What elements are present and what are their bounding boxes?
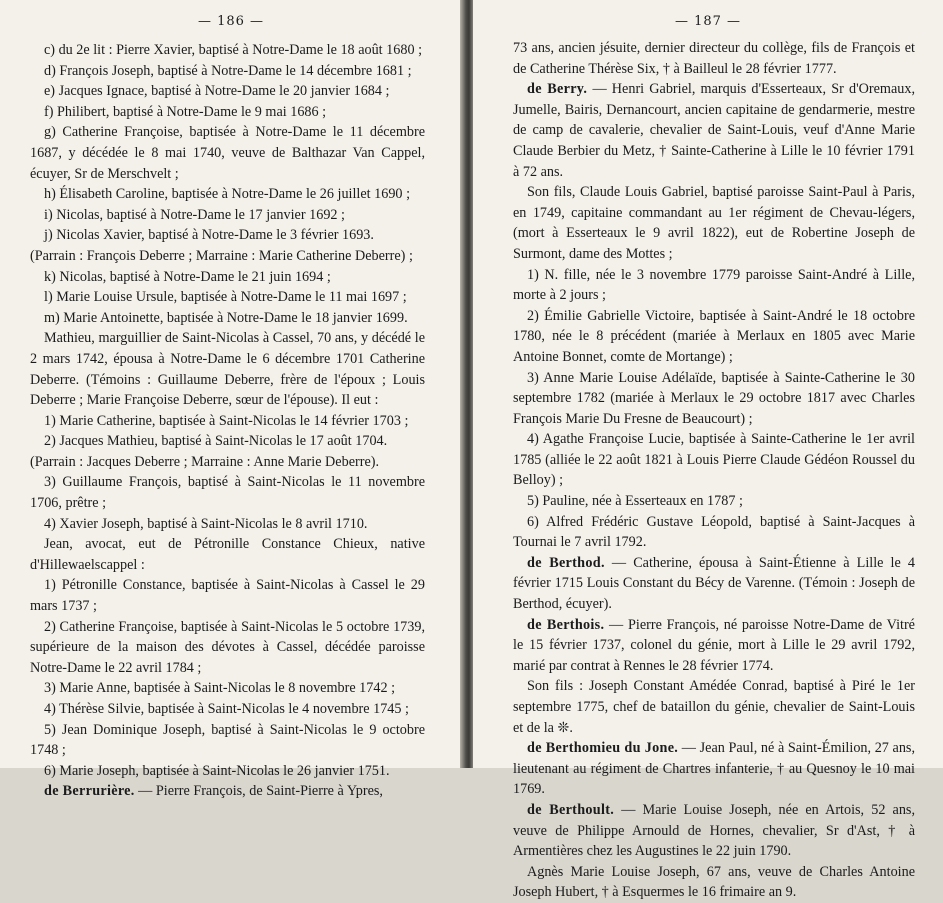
text-paragraph: [513, 512, 915, 553]
text-paragraph: [30, 720, 425, 761]
paragraph-text: 2) Émilie Gabrielle Victoire, baptisée à Saint-André le 18 octobre 1780, née le 8 précédent (mariée à Merlaux en 1805 avec Marie Antoine Bonnet, comte de Mortange) ;: [513, 307, 915, 365]
text-paragraph: [30, 308, 425, 329]
page-number-right: — 187 —: [674, 14, 742, 29]
paragraph-text: g) Catherine Françoise, baptisée à Notre-Dame le 11 décembre 1687, y décédée le 8 mai 1740, veuve de Balthazar Van Cappel, écuyer, Sr de Merschvelt ;: [30, 124, 425, 182]
paragraph-text: — Jean Paul, né à Saint-Émilion, 27 ans, lieutenant au régiment de Chartres infanterie, † au Quesnoy le 10 mai 1769.: [513, 740, 915, 798]
text-paragraph: [513, 368, 915, 430]
paragraph-text: Mathieu, marguillier de Saint-Nicolas à Cassel, 70 ans, y décédé le 2 mars 1742, épousa à Notre-Dame le 6 décembre 1701 Catherine Deberre. (Témoins : Guillaume Deberre, frère de l'époux ; Louis Deberre ; Marie Françoise Deberre, sœur de l'épouse). Il eut :: [30, 330, 425, 409]
entry-paragraph: [513, 800, 915, 862]
paragraph-text: 2) Catherine Françoise, baptisée à Saint-Nicolas le 5 octobre 1739, supérieure de la maison des dévotes à Cassel, décédée paroisse Notre-Dame le 22 avril 1784 ;: [30, 618, 425, 676]
paragraph-text: (Parrain : François Deberre ; Marraine : Marie Catherine Deberre) ;: [30, 247, 413, 264]
entry-paragraph: [513, 615, 915, 677]
paragraph-text: j) Nicolas Xavier, baptisé à Notre-Dame le 3 février 1693.: [44, 227, 374, 244]
text-paragraph: [30, 61, 425, 82]
text-paragraph: [30, 184, 425, 205]
left-page-body: [30, 40, 425, 802]
text-paragraph: [513, 491, 915, 512]
text-paragraph: [30, 472, 425, 513]
paragraph-text: 5) Pauline, née à Esserteaux en 1787 ;: [527, 493, 743, 510]
text-paragraph: [30, 678, 425, 699]
paragraph-text: 1) Marie Catherine, baptisée à Saint-Nicolas le 14 février 1703 ;: [44, 412, 409, 429]
text-paragraph: [30, 411, 425, 432]
paragraph-text: 4) Xavier Joseph, baptisé à Saint-Nicolas le 8 avril 1710.: [44, 515, 368, 532]
paragraph-text: 3) Guillaume François, baptisé à Saint-Nicolas le 11 novembre 1706, prêtre ;: [30, 474, 425, 512]
entry-heading: de Berthois.: [527, 616, 605, 633]
entry-paragraph: [513, 738, 915, 800]
paragraph-text: — Pierre François, de Saint-Pierre à Ypres,: [134, 783, 383, 800]
paragraph-text: 6) Alfred Frédéric Gustave Léopold, baptisé à Saint-Jacques à Tournai le 7 avril 1792.: [513, 513, 915, 551]
paragraph-text: d) François Joseph, baptisé à Notre-Dame le 14 décembre 1681 ;: [44, 62, 412, 79]
paragraph-text: c) du 2e lit : Pierre Xavier, baptisé à Notre-Dame le 18 août 1680 ;: [44, 42, 423, 58]
paragraph-text: — Pierre François, né paroisse Notre-Dame de Vitré le 15 février 1737, colonel du génie, mort à Lille le 29 avril 1792, marié par contrat à Rennes le 28 février 1774.: [513, 616, 915, 674]
paragraph-text: 4) Thérèse Silvie, baptisée à Saint-Nicolas le 4 novembre 1745 ;: [44, 701, 409, 717]
text-paragraph: [30, 225, 425, 246]
text-paragraph: [30, 246, 425, 267]
entry-paragraph: [30, 781, 425, 802]
paragraph-text: — Marie Louise Joseph, née en Artois, 52 ans, veuve de Philippe Arnould de Hornes, chevalier, Sr d'Ast, † à Armentières chez les Augustines le 22 juin 1790.: [513, 801, 915, 860]
entry-paragraph: [513, 79, 915, 182]
right-page: [473, 0, 943, 901]
page-number-left: — 186 —: [197, 14, 265, 29]
entry-heading: de Berrurière.: [44, 783, 135, 800]
text-paragraph: [30, 328, 425, 410]
paragraph-text: 2) Jacques Mathieu, baptisé à Saint-Nicolas le 17 août 1704.: [44, 433, 388, 450]
paragraph-text: — Catherine, épousa à Saint-Étienne à Lille le 4 février 1715 Louis Constant du Bécy de Varenne. (Témoin : Joseph de Berthod, écuyer).: [513, 554, 915, 613]
text-paragraph: [30, 514, 425, 535]
text-paragraph: [513, 676, 915, 738]
entry-heading: de Berthoult.: [527, 801, 615, 818]
text-paragraph: [30, 40, 425, 61]
paragraph-text: 6) Marie Joseph, baptisée à Saint-Nicolas le 26 janvier 1751.: [44, 762, 390, 779]
text-paragraph: [30, 534, 425, 575]
entry-heading: de Berthod.: [527, 554, 605, 571]
paragraph-text: i) Nicolas, baptisé à Notre-Dame le 17 janvier 1692 ;: [44, 206, 345, 223]
paragraph-text: Jean, avocat, eut de Pétronille Constance Chieux, native d'Hillewaelscappel :: [30, 536, 425, 573]
paragraph-text: — Henri Gabriel, marquis d'Esserteaux, Sr d'Oremaux, Jumelle, Bairis, Dernancourt, ancien capitaine de gendarmerie, mestre de camp de cavalerie, chevalier de Saint-Louis, veuf d'Anne Marie Claude Berbier du Metz, † Sainte-Catherine à Lille le 10 février 1791 à 72 ans.: [513, 81, 915, 180]
text-paragraph: [513, 182, 915, 264]
text-paragraph: [30, 617, 425, 679]
text-paragraph: [30, 287, 425, 308]
text-paragraph: [30, 761, 425, 782]
text-paragraph: [513, 38, 915, 79]
text-paragraph: [30, 81, 425, 102]
paragraph-text: 5) Jean Dominique Joseph, baptisé à Saint-Nicolas le 9 octobre 1748 ;: [30, 721, 425, 759]
text-paragraph: [30, 122, 425, 184]
paragraph-text: 3) Marie Anne, baptisée à Saint-Nicolas le 8 novembre 1742 ;: [44, 680, 396, 697]
text-paragraph: [513, 862, 915, 903]
paragraph-text: 4) Agathe Françoise Lucie, baptisée à Sainte-Catherine le 1er avril 1785 (alliée le 22 août 1821 à Louis Pierre Claude Gédéon Roussel du Belloy) ;: [513, 431, 915, 489]
entry-paragraph: [513, 553, 915, 615]
paragraph-text: Son fils, Claude Louis Gabriel, baptisé paroisse Saint-Paul à Paris, en 1749, capitaine commandant au 1er régiment de Chevau-légers, (mort à Esserteaux le 9 avril 1822), eut de Robertine Joseph de Surmont, dame des Mottes ;: [513, 184, 915, 262]
paragraph-text: 3) Anne Marie Louise Adélaïde, baptisée à Sainte-Catherine le 30 septembre 1782 (mariée à Merlaux le 29 octobre 1817 avec Charles François Marie Du Fresne de Beaucourt) ;: [513, 369, 915, 427]
right-page-body: [513, 38, 915, 903]
text-paragraph: [30, 452, 425, 473]
left-page: [0, 0, 462, 800]
paragraph-text: Agnès Marie Louise Joseph, 67 ans, veuve de Charles Antoine Joseph Hubert, † à Esquermes le 16 frimaire an 9.: [513, 863, 915, 901]
paragraph-text: (Parrain : Jacques Deberre ; Marraine : Anne Marie Deberre).: [30, 453, 380, 470]
paragraph-text: 1) Pétronille Constance, baptisée à Saint-Nicolas à Cassel le 29 mars 1737 ;: [30, 577, 425, 615]
paragraph-text: Son fils : Joseph Constant Amédée Conrad, baptisé à Piré le 1er septembre 1775, chef de bataillon du génie, chevalier de Saint-Louis et de la ❊.: [513, 678, 915, 736]
paragraph-text: m) Marie Antoinette, baptisée à Notre-Dame le 18 janvier 1699.: [44, 309, 408, 326]
text-paragraph: [30, 575, 425, 616]
entry-heading: de Berthomieu du Jone.: [527, 740, 679, 757]
text-paragraph: [513, 265, 915, 306]
text-paragraph: [30, 267, 425, 288]
paragraph-text: h) Élisabeth Caroline, baptisée à Notre-Dame le 26 juillet 1690 ;: [44, 186, 411, 203]
text-paragraph: [30, 205, 425, 226]
paragraph-text: 73 ans, ancien jésuite, dernier directeur du collège, fils de François et de Catherine Thérèse Six, † à Bailleul le 28 février 1777.: [513, 40, 915, 77]
paragraph-text: k) Nicolas, baptisé à Notre-Dame le 21 juin 1694 ;: [44, 268, 331, 285]
paragraph-text: l) Marie Louise Ursule, baptisée à Notre-Dame le 11 mai 1697 ;: [44, 289, 407, 306]
text-paragraph: [513, 306, 915, 368]
text-paragraph: [30, 431, 425, 452]
text-paragraph: [30, 102, 425, 123]
paragraph-text: e) Jacques Ignace, baptisé à Notre-Dame le 20 janvier 1684 ;: [44, 83, 390, 100]
entry-heading: de Berry.: [527, 81, 588, 98]
paragraph-text: f) Philibert, baptisé à Notre-Dame le 9 mai 1686 ;: [44, 103, 327, 120]
text-paragraph: [513, 429, 915, 491]
text-paragraph: [30, 699, 425, 720]
paragraph-text: 1) N. fille, née le 3 novembre 1779 paroisse Saint-André à Lille, morte à 2 jours ;: [513, 266, 915, 304]
